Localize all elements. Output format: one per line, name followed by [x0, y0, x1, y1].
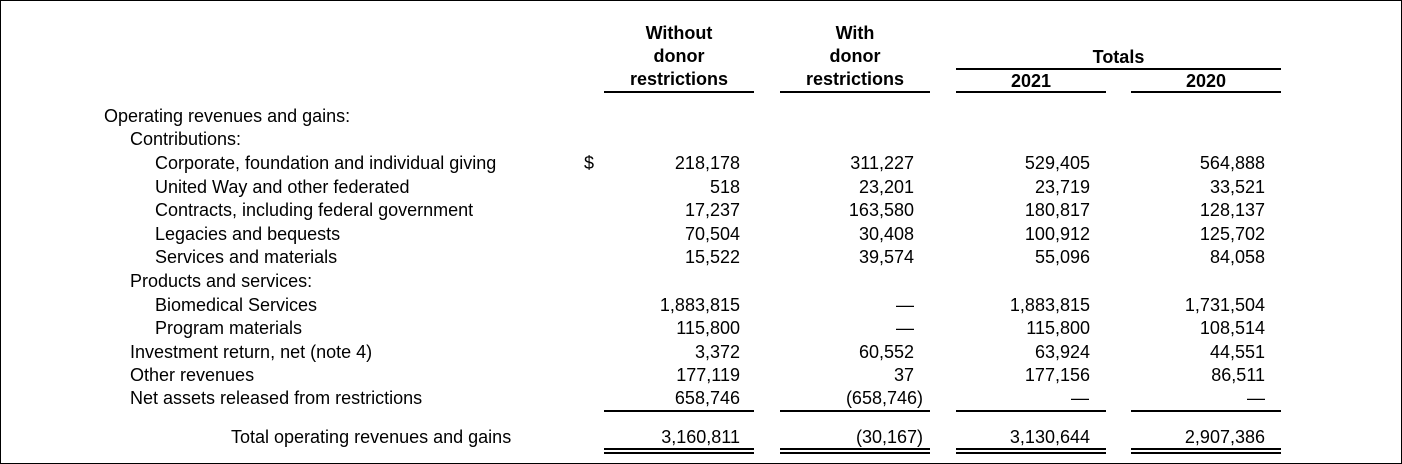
value-without: 115,800	[676, 318, 740, 338]
value-2021: 63,924	[1034, 342, 1090, 362]
value-with: 37	[893, 365, 914, 385]
value-with: 60,552	[858, 342, 914, 362]
value-2020: 128,137	[1199, 200, 1265, 220]
value-2020: 33,521	[1209, 177, 1265, 197]
value-2021: 55,096	[1034, 247, 1090, 267]
total-double-rule-lower	[956, 452, 1106, 454]
value-without: 658,746	[674, 388, 740, 408]
total-double-rule-lower	[780, 452, 930, 454]
value-without: 3,372	[694, 342, 740, 362]
total-without: 3,160,811	[661, 427, 740, 447]
row-label: Other revenues	[130, 365, 255, 385]
total-with: (30,167)	[855, 427, 923, 447]
row-label: United Way and other federated	[155, 177, 410, 197]
total-double-rule-upper	[780, 448, 930, 450]
header-without-line2: donor	[653, 46, 705, 66]
value-2020: 44,551	[1209, 342, 1265, 362]
header-with-line3: restrictions	[805, 69, 905, 89]
header-year-2020: 2020	[1185, 71, 1227, 91]
value-2021: 100,912	[1024, 224, 1090, 244]
header-without-donor-restrictions	[604, 22, 754, 91]
row-label: Biomedical Services	[155, 295, 318, 315]
value-2020: 84,058	[1209, 247, 1265, 267]
value-2020: —	[1247, 388, 1265, 408]
total-double-rule-upper	[1131, 448, 1281, 450]
value-with: —	[896, 318, 914, 338]
value-2021: 529,405	[1024, 153, 1090, 173]
value-2020: 1,731,504	[1184, 295, 1265, 315]
value-2020: 564,888	[1199, 153, 1265, 173]
value-2021: 115,800	[1026, 318, 1090, 338]
total-double-rule-upper	[604, 448, 754, 450]
value-without: 177,119	[676, 365, 740, 385]
value-with: 39,574	[858, 247, 914, 267]
value-with: 23,201	[858, 177, 914, 197]
subtotal-rule-with	[780, 410, 930, 412]
header-with-line2: donor	[829, 46, 881, 66]
header-rule-with	[780, 91, 930, 93]
header-year-2021: 2021	[1010, 71, 1052, 91]
total-2020: 2,907,386	[1184, 427, 1265, 447]
header-with-line1: With	[835, 23, 875, 43]
total-2021: 3,130,644	[1009, 427, 1090, 447]
value-without: 518	[709, 177, 740, 197]
value-with: —	[896, 295, 914, 315]
row-label: Contracts, including federal government	[155, 200, 474, 220]
header-rule-2020	[1131, 91, 1281, 93]
header-rule-2021	[956, 91, 1106, 93]
total-label: Total operating revenues and gains	[231, 427, 512, 447]
value-2020: 86,511	[1211, 365, 1265, 385]
value-2021: —	[1071, 388, 1089, 408]
value-2021: 177,156	[1024, 365, 1090, 385]
row-label: Products and services:	[130, 271, 313, 291]
value-with: (658,746)	[845, 388, 923, 408]
subtotal-rule-2020	[1131, 410, 1281, 412]
value-2021: 1,883,815	[1009, 295, 1090, 315]
header-without-line1: Without	[645, 23, 713, 43]
value-without: 218,178	[674, 153, 740, 173]
value-2021: 23,719	[1034, 177, 1090, 197]
header-without-line3: restrictions	[629, 69, 729, 89]
row-label: Operating revenues and gains:	[104, 106, 351, 126]
value-with: 163,580	[848, 200, 914, 220]
value-without: 1,883,815	[659, 295, 740, 315]
subtotal-rule-2021	[956, 410, 1106, 412]
value-with: 30,408	[858, 224, 914, 244]
header-with-donor-restrictions	[780, 22, 930, 91]
header-totals: Totals	[1092, 47, 1145, 67]
value-without: 17,237	[684, 200, 740, 220]
value-with: 311,227	[850, 153, 914, 173]
value-2021: 180,817	[1024, 200, 1090, 220]
value-2020: 108,514	[1199, 318, 1265, 338]
row-label: Net assets released from restrictions	[130, 388, 423, 408]
row-label: Contributions:	[130, 129, 242, 149]
total-double-rule-lower	[1131, 452, 1281, 454]
row-label: Investment return, net (note 4)	[130, 342, 373, 362]
currency-symbol: $	[584, 153, 595, 173]
header-rule-without	[604, 91, 754, 93]
value-2020: 125,702	[1199, 224, 1265, 244]
value-without: 15,522	[684, 247, 740, 267]
total-double-rule-upper	[956, 448, 1106, 450]
total-double-rule-lower	[604, 452, 754, 454]
row-label: Program materials	[155, 318, 303, 338]
subtotal-rule-without	[604, 410, 754, 412]
value-without: 70,504	[684, 224, 740, 244]
row-label: Services and materials	[155, 247, 338, 267]
row-label: Legacies and bequests	[155, 224, 341, 244]
row-label: Corporate, foundation and individual giving	[155, 153, 497, 173]
